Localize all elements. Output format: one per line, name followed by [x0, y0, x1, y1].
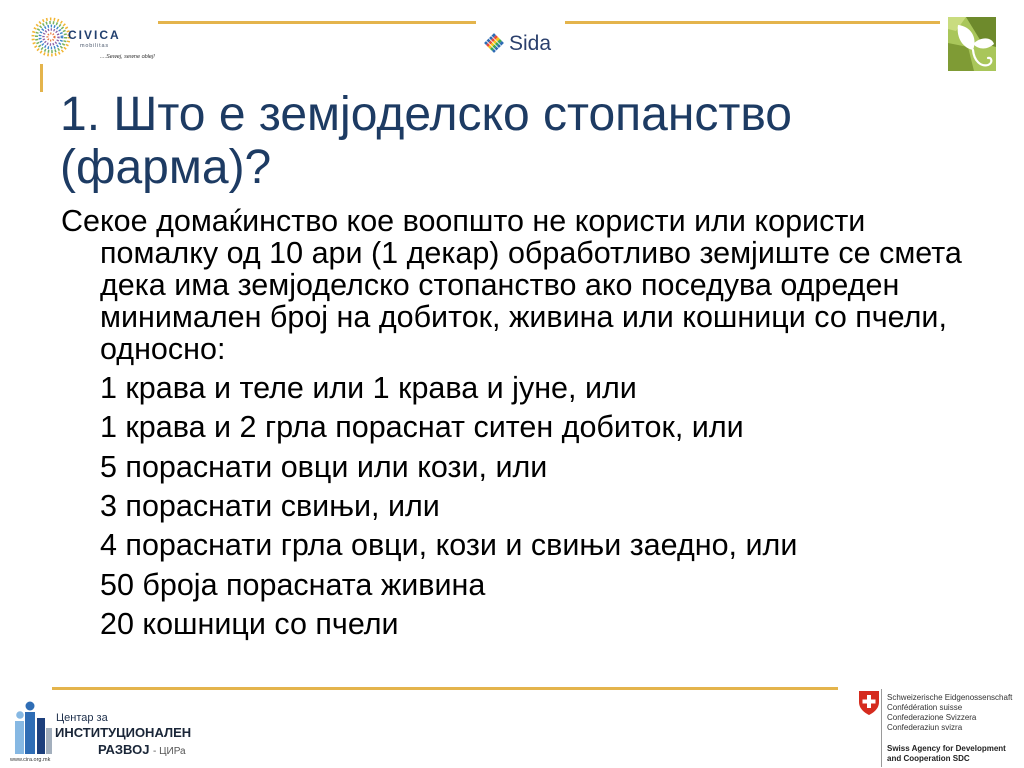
figure-bar [25, 712, 35, 754]
intro-line: Секое домаќинство кое воопшто не користи или користи [61, 203, 866, 238]
list-item: 20 кошници со пчели [100, 607, 399, 642]
civica-mobilitas-logo [28, 12, 158, 64]
dot-ring-inner [44, 30, 59, 45]
cross-horizontal [863, 700, 876, 704]
intro-line: минимален број на добиток, живина или кошници со пчели, [100, 299, 947, 334]
cira-line-1: Центар за [56, 712, 108, 724]
intro-line: односно: [100, 331, 226, 366]
criteria-list [0, 372, 1024, 640]
intro-line: дека има земјоделско стопанство ако поседува одреден [100, 267, 900, 302]
list-item: 3 пораснати свињи, или [100, 489, 440, 524]
slide-title: 1. Што е земјоделско стопанство (фарма)? [60, 88, 792, 194]
sdc-divider [881, 689, 882, 767]
cira-logo [8, 698, 198, 768]
list-item: 5 пораснати овци или кози, или [100, 449, 548, 484]
sida-logo [482, 28, 562, 58]
sdc-agency-line: and Cooperation SDC [887, 754, 970, 763]
sdc-agency-line: Swiss Agency for Development [887, 744, 1006, 753]
list-item: 4 пораснати грла овци, кози и свињи заедно, или [100, 528, 798, 563]
list-item: 50 броја порасната живина [100, 567, 486, 602]
sida-icon [482, 31, 506, 55]
title-accent-bar [40, 64, 43, 92]
people-bars-icon [11, 700, 53, 756]
sdc-language-line: Confédération suisse [887, 703, 963, 712]
figure-head [16, 711, 24, 719]
dot-ring-center [48, 34, 55, 41]
civica-tagline: ....Sewej, sewne oblej! [100, 54, 155, 60]
figure-bar [37, 718, 45, 754]
sdc-language-line: Schweizerische Eidgenossenschaft [887, 693, 1013, 702]
sdc-language-line: Confederazione Svizzera [887, 713, 977, 722]
figure-head [26, 702, 35, 711]
civica-wordmark: CIVICA [68, 28, 121, 42]
cira-url: www.cira.org.mk [10, 757, 51, 763]
sdc-language-line: Confederaziun svizra [887, 723, 963, 732]
sdc-logo [856, 688, 1022, 768]
figure-bar [46, 728, 52, 754]
swiss-shield-icon [858, 690, 880, 716]
header-rule-left [158, 21, 476, 24]
dot-ring-outer [33, 19, 69, 55]
green-leaf-logo-icon [948, 17, 996, 71]
cira-line-3: РАЗВОЈ [98, 742, 150, 757]
cira-line-2: ИНСТИТУЦИОНАЛЕН [55, 725, 192, 740]
sida-icon-pattern [484, 33, 504, 53]
list-item: 1 крава и теле или 1 крава и јуне, или [100, 370, 637, 405]
header-rule-right [565, 21, 940, 24]
list-item: 1 крава и 2 грла пораснат ситен добиток, или [100, 410, 744, 445]
footer-rule [52, 687, 838, 690]
civica-dots-icon [31, 17, 71, 57]
intro-line: помалку од 10 ари (1 декар) обработливо земјиште се смета [100, 235, 962, 270]
cira-abbreviation: - ЦИРа [153, 746, 186, 757]
figure-bar [15, 721, 24, 754]
sida-wordmark: Sida [509, 32, 552, 55]
intro-paragraph [0, 205, 1024, 365]
civica-subtitle: mobilitas [80, 43, 109, 49]
slide-body [0, 205, 1024, 641]
